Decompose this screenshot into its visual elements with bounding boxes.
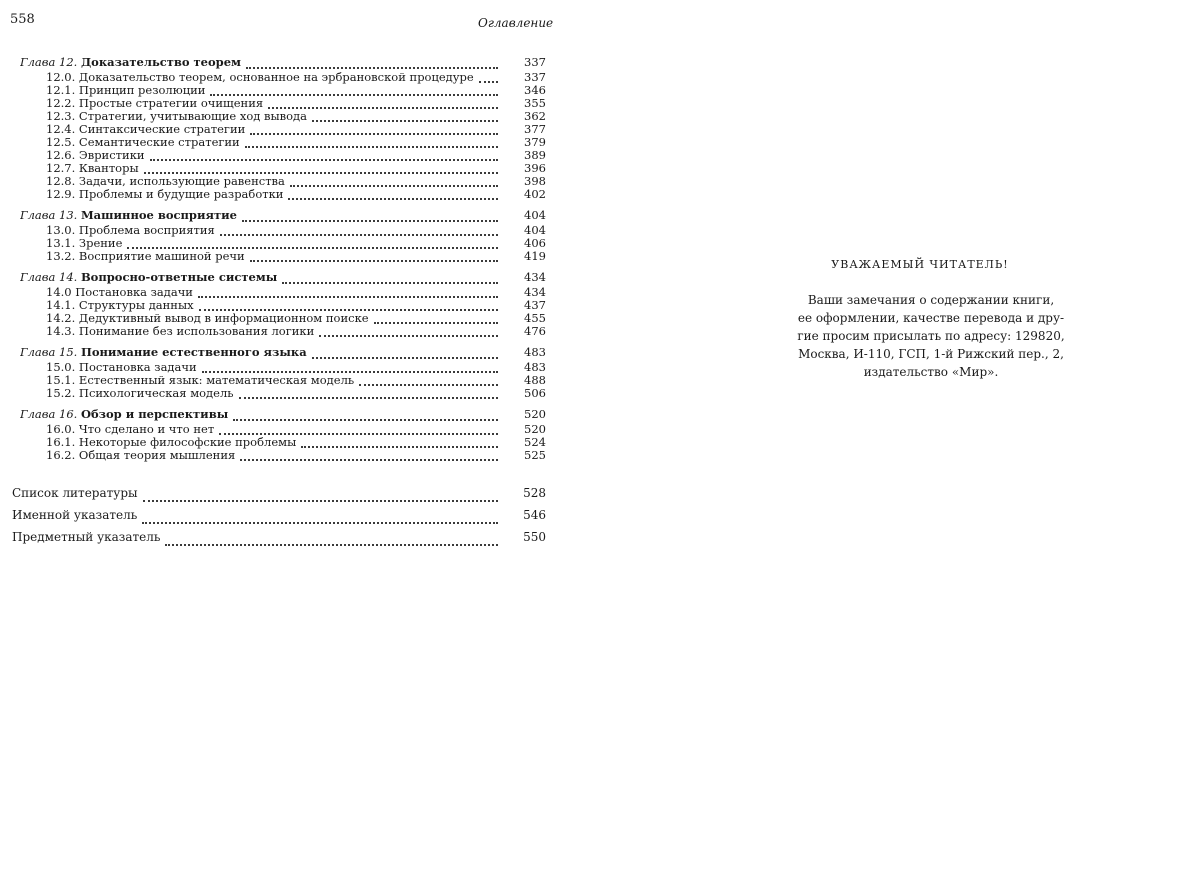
dot-leader: [165, 523, 498, 546]
section-number: 13.0.: [46, 224, 76, 237]
section-title-group: [46, 162, 142, 175]
chapter-page: 434: [512, 269, 546, 286]
section-title-group: [46, 449, 238, 462]
section-page: 506: [512, 387, 546, 400]
section-page: 396: [512, 162, 546, 175]
section-title: Эвристики: [78, 149, 145, 162]
chapter-page: 404: [512, 207, 546, 224]
chapter-title: Вопросно-ответные системы: [80, 270, 278, 284]
section-title: Проблема восприятия: [78, 224, 215, 237]
section-page: 379: [512, 136, 546, 149]
section-title: Синтаксические стратегии: [78, 123, 246, 136]
section-number: 12.0.: [46, 71, 76, 84]
chapter-label: Глава 16.: [20, 407, 78, 421]
section-title: Дедуктивный вывод в информационном поиске: [78, 312, 369, 325]
chapter-title: Доказательство теорем: [80, 55, 242, 69]
section-number: 16.0.: [46, 423, 76, 436]
section-page: 434: [512, 286, 546, 299]
section-number: 12.1.: [46, 84, 76, 97]
toc-section: [0, 387, 560, 400]
section-title-group: [46, 175, 288, 188]
section-title-group: [46, 325, 317, 338]
chapter-label: Глава 14.: [20, 270, 78, 284]
chapter-title: Обзор и перспективы: [80, 407, 229, 421]
notice-line: Ваши замечания о содержании книги,: [807, 293, 1055, 307]
notice-line: ее оформлении, качестве перевода и дру-: [797, 311, 1065, 325]
notice-heading: УВАЖАЕМЫЙ ЧИТАТЕЛЬ!: [831, 258, 1009, 271]
section-page: 476: [512, 325, 546, 338]
chapter-title-group: [20, 406, 231, 423]
section-page: 404: [512, 224, 546, 237]
toc-chapter: [0, 54, 560, 71]
section-title: Структуры данных: [78, 299, 194, 312]
section-number: 12.7.: [46, 162, 76, 175]
section-number: 16.1.: [46, 436, 76, 449]
section-page: 419: [512, 250, 546, 263]
chapter-label: Глава 13.: [20, 208, 78, 222]
notice-line: Москва, И-110, ГСП, 1-й Рижский пер., 2,: [798, 347, 1064, 361]
notice-body: [770, 291, 1070, 381]
dot-leader: [312, 341, 498, 359]
toc-section: [0, 449, 560, 462]
reader-notice: [770, 258, 1070, 381]
section-title: Постановка задачи: [75, 286, 193, 299]
dot-leader: [288, 185, 498, 200]
dot-leader: [239, 384, 498, 399]
section-title: Доказательство теорем, основанное на эрбрановской процедуре: [78, 71, 474, 84]
section-title: Проблемы и будущие разработки: [78, 188, 284, 201]
section-number: 12.6.: [46, 149, 76, 162]
dot-leader: [143, 479, 498, 502]
section-page: 362: [512, 110, 546, 123]
section-title-group: [46, 387, 237, 400]
section-page: 406: [512, 237, 546, 250]
section-number: 12.2.: [46, 97, 76, 110]
back-matter-title: Список литературы: [12, 482, 141, 504]
section-number: 15.2.: [46, 387, 76, 400]
section-title: Зрение: [78, 237, 123, 250]
section-number: 12.9.: [46, 188, 76, 201]
back-matter-title: Именной указатель: [12, 504, 140, 526]
section-title-group: [46, 149, 148, 162]
dot-leader: [142, 501, 498, 524]
section-title: Общая теория мышления: [78, 449, 236, 462]
section-title: Кванторы: [78, 162, 139, 175]
section-title: Задачи, использующие равенства: [78, 175, 285, 188]
back-matter: [0, 482, 560, 548]
notice-line: гие просим присылать по адресу: 129820,: [797, 329, 1065, 343]
section-number: 16.2.: [46, 449, 76, 462]
section-number: 15.1.: [46, 374, 76, 387]
section-page: 398: [512, 175, 546, 188]
back-matter-page: 550: [512, 526, 546, 548]
section-page: 483: [512, 361, 546, 374]
dot-leader: [319, 322, 498, 337]
toc-section: [0, 325, 560, 338]
dot-leader: [246, 51, 498, 69]
section-title: Некоторые философские проблемы: [78, 436, 297, 449]
chapter-label: Глава 15.: [20, 345, 78, 359]
section-title-group: [46, 361, 200, 374]
section-title-group: [46, 299, 197, 312]
notice-line: издательство «Мир».: [863, 365, 999, 379]
section-page: 437: [512, 299, 546, 312]
back-matter-page: 546: [512, 504, 546, 526]
section-title: Простые стратегии очищения: [78, 97, 264, 110]
chapter-title-group: [20, 54, 244, 71]
chapter-label: Глава 12.: [20, 55, 78, 69]
section-title: Понимание без использования логики: [78, 325, 315, 338]
section-title-group: [46, 237, 125, 250]
toc-section: [0, 188, 560, 201]
dot-leader: [250, 247, 498, 262]
dot-leader: [242, 204, 498, 222]
chapter-title-group: [20, 207, 240, 224]
section-title-group: [46, 123, 248, 136]
section-title-group: [46, 423, 217, 436]
section-page: 377: [512, 123, 546, 136]
section-number: 12.3.: [46, 110, 76, 123]
section-number: 14.0: [46, 286, 72, 299]
chapter-page: 337: [512, 54, 546, 71]
section-page: 525: [512, 449, 546, 462]
section-page: 355: [512, 97, 546, 110]
section-title: Что сделано и что нет: [78, 423, 215, 436]
section-title: Психологическая модель: [78, 387, 234, 400]
section-title-group: [46, 84, 208, 97]
section-page: 520: [512, 423, 546, 436]
section-number: 12.5.: [46, 136, 76, 149]
section-page: 488: [512, 374, 546, 387]
section-title: Семантические стратегии: [78, 136, 240, 149]
section-page: 402: [512, 188, 546, 201]
section-page: 455: [512, 312, 546, 325]
section-page: 389: [512, 149, 546, 162]
section-number: 14.1.: [46, 299, 76, 312]
section-title: Естественный язык: математическая модель: [78, 374, 355, 387]
dot-leader: [282, 266, 498, 284]
chapter-page: 483: [512, 344, 546, 361]
table-of-contents: [0, 54, 560, 548]
section-page: 337: [512, 71, 546, 84]
page-number: 558: [10, 12, 35, 27]
dot-leader: [240, 446, 498, 461]
section-page: 524: [512, 436, 546, 449]
section-title-group: [46, 250, 248, 263]
section-number: 13.2.: [46, 250, 76, 263]
section-title-group: [46, 286, 196, 299]
running-head: Оглавление: [478, 16, 554, 30]
section-title: Стратегии, учитывающие ход вывода: [78, 110, 307, 123]
back-matter-entry: [0, 526, 560, 548]
back-matter-page: 528: [512, 482, 546, 504]
toc-section: [0, 250, 560, 263]
section-title-group: [46, 97, 266, 110]
section-number: 15.0.: [46, 361, 76, 374]
section-title: Постановка задачи: [78, 361, 197, 374]
chapter-title: Понимание естественного языка: [80, 345, 307, 359]
section-number: 13.1.: [46, 237, 76, 250]
section-number: 14.3.: [46, 325, 76, 338]
dot-leader: [233, 403, 498, 421]
section-number: 12.4.: [46, 123, 76, 136]
back-matter-title: Предметный указатель: [12, 526, 163, 548]
section-title-group: [46, 188, 286, 201]
section-title: Восприятие машиной речи: [78, 250, 245, 263]
chapter-page: 520: [512, 406, 546, 423]
section-page: 346: [512, 84, 546, 97]
section-title: Принцип резолюции: [78, 84, 206, 97]
section-number: 14.2.: [46, 312, 76, 325]
section-number: 12.8.: [46, 175, 76, 188]
chapter-title: Машинное восприятие: [80, 208, 237, 222]
